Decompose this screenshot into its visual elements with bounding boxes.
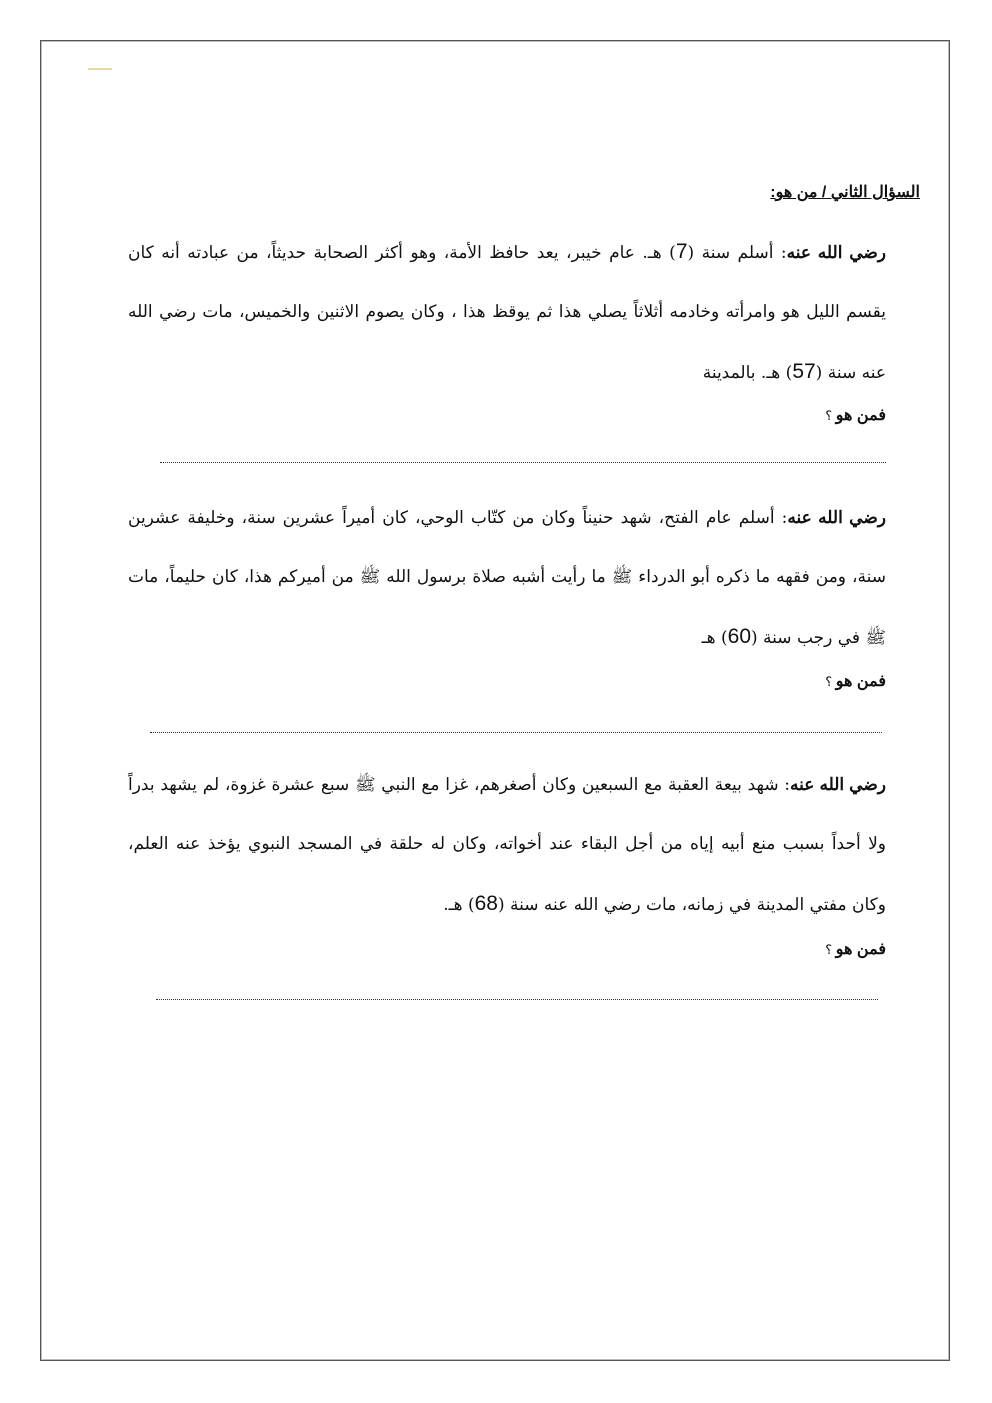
question-heading: السؤال الثاني / من هو: [770, 184, 920, 201]
answer-line-3[interactable] [156, 999, 878, 1000]
corner-mark [88, 68, 112, 70]
question-3-prompt: فمن هو ؟ [825, 941, 886, 958]
question-3-text: رضي الله عنه: شهد بيعة العقبة مع السبعين وكان أصغرهم، غزا مع النبي ﷺ سبع عشرة غزوة، لم يشهد بدراً ولا أحداً بسبب منع أبيه إياه من أجل البقاء عند أخواته، وكان له حلقة في المسجد النبوي يؤخذ عنه العلم، وكان مفتي المدينة في زمانه، مات رضي الله عنه سنة (68) هـ. [128, 775, 886, 915]
answer-line-2[interactable] [150, 732, 882, 733]
worksheet [128, 0, 920, 1403]
question-2-lead: رضي الله عنه [787, 508, 886, 527]
question-1-year-2: 57 [792, 360, 816, 383]
question-1-prompt: فمن هو ؟ [825, 407, 886, 424]
question-3-year: 68 [474, 892, 498, 915]
question-2-year: 60 [727, 625, 752, 648]
question-1-text: رضي الله عنه: أسلم سنة (7) هـ. عام خيبر، يعد حافظ الأمة، وهو أكثر الصحابة حديثاً، من عبادته أنه كان يقسم الليل هو وامرأته وخادمه أثلاثاً يصلي هذا ثم يوقظ هذا ، وكان يصوم الاثنين والخميس، مات رضي الله عنه سنة (57) هـ. بالمدينة [128, 240, 887, 383]
question-2-text: رضي الله عنه: أسلم عام الفتح، شهد حنيناً وكان من كتّاب الوحي، كان أميراً عشرين سنة، وخليفة عشرين سنة، ومن فقهه ما ذكره أبو الدرداء ﷺ ما رأيت أشبه صلاة برسول الله ﷺ من أميركم هذا، كان حليماً، مات ﷺ في رجب سنة (60) هـ [128, 508, 886, 648]
question-2-prompt: فمن هو ؟ [825, 673, 886, 690]
question-1-lead: رضي الله عنه [786, 243, 887, 262]
question-3-lead: رضي الله عنه [790, 775, 886, 794]
question-1-year-1: 7 [675, 240, 688, 263]
answer-line-1[interactable] [160, 462, 886, 463]
